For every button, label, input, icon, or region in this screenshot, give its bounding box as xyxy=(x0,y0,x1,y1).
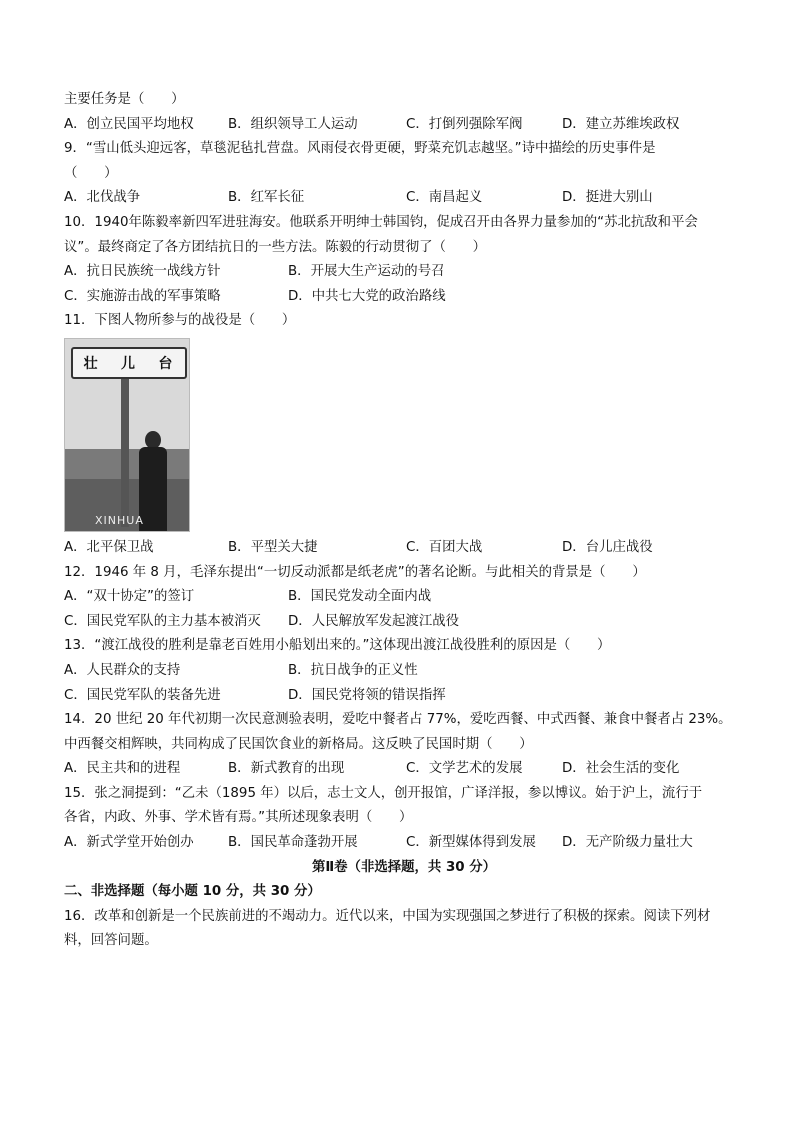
answer-option: C．打倒列强除军阀 xyxy=(406,116,523,132)
answer-option: C．国民党军队的装备先进 xyxy=(64,687,221,703)
question-text-line: 10．1940年陈毅率新四军进驻海安。他联系开明绅士韩国钧，促成召开由各界力量参加的“苏北抗敌和平会 xyxy=(64,214,698,230)
question-text-line: 12．1946 年 8 月，毛泽东提出“一切反动派都是纸老虎”的著名论断。与此相关的背景是（ ） xyxy=(64,564,646,580)
answer-option: A．“双十协定”的签订 xyxy=(64,589,195,605)
answer-option: B．抗日战争的正义性 xyxy=(288,662,418,678)
answer-option: A．民主共和的进程 xyxy=(64,761,181,777)
sign-char: 台 xyxy=(158,355,175,372)
question-text-line: 主要任务是（ ） xyxy=(64,92,185,107)
question-text-line: 13．“渡江战役的胜利是靠老百姓用小船划出来的。”这体现出渡江战役胜利的原因是（ ） xyxy=(64,638,611,654)
question-text-line: 料，回答问题。 xyxy=(64,933,158,949)
question-text-line: 议”。最终商定了各方团结抗日的一些方法。陈毅的行动贯彻了（ ） xyxy=(64,239,487,255)
answer-option: B．平型关大捷 xyxy=(228,539,318,555)
answer-option: B．开展大生产运动的号召 xyxy=(288,264,445,280)
exam-content xyxy=(64,88,744,954)
answer-options-row xyxy=(64,757,744,782)
answer-options-row xyxy=(64,684,744,709)
answer-option: A．创立民国平均地权 xyxy=(64,116,194,132)
answer-option: D．挺进大别山 xyxy=(562,190,653,206)
answer-option: D．台儿庄战役 xyxy=(562,539,653,555)
photo-watermark: XINHUA xyxy=(95,513,144,527)
answer-option: D．国民党将领的错误指挥 xyxy=(288,687,446,703)
answer-options-row xyxy=(64,285,744,310)
question-text-line: 16．改革和创新是一个民族前进的不竭动力。近代以来，中国为实现强国之梦进行了积极的探索。阅读下列材 xyxy=(64,908,711,924)
answer-options-row xyxy=(64,186,744,211)
question-text-line: 中西餐交相辉映，共同构成了民国饮食业的新格局。这反映了民国时期（ ） xyxy=(64,736,533,752)
answer-option: D．社会生活的变化 xyxy=(562,761,680,777)
answer-options-row xyxy=(64,113,744,138)
answer-option: C．文学艺术的发展 xyxy=(406,761,523,777)
section-heading: 二、非选择题（每小题 10 分，共 30 分） xyxy=(64,884,321,900)
answer-option: A．新式学堂开始创办 xyxy=(64,835,194,851)
answer-option: B．红军长征 xyxy=(228,190,305,206)
answer-option: A．人民群众的支持 xyxy=(64,662,181,678)
answer-option: D．建立苏维埃政权 xyxy=(562,116,680,132)
answer-option: C．实施游击战的军事策略 xyxy=(64,288,221,304)
answer-option: D．人民解放军发起渡江战役 xyxy=(288,613,459,629)
answer-options-row xyxy=(64,260,744,285)
answer-options-row xyxy=(64,659,744,684)
question-text-line: 15．张之洞提到：“乙未（1895 年）以后，志士文人，创开报馆，广译洋报，参以博议。始于沪上，流行于 xyxy=(64,785,703,801)
answer-options-row xyxy=(64,536,744,561)
answer-option: D．无产阶级力量壮大 xyxy=(562,835,693,851)
answer-option: C．新型媒体得到发展 xyxy=(406,835,536,851)
historical-photo xyxy=(64,338,190,532)
answer-option: B．国民党发动全面内战 xyxy=(288,589,432,605)
answer-option: B．组织领导工人运动 xyxy=(228,116,358,132)
answer-option: B．国民革命蓬勃开展 xyxy=(228,835,358,851)
answer-option: B．新式教育的出现 xyxy=(228,761,345,777)
answer-option: A．北平保卫战 xyxy=(64,539,154,555)
answer-option: C．百团大战 xyxy=(406,539,483,555)
answer-option: D．中共七大党的政治路线 xyxy=(288,288,446,304)
answer-options-row xyxy=(64,831,744,856)
answer-option: A．北伐战争 xyxy=(64,190,141,206)
question-text-line: 9．“雪山低头迎远客，草毯泥毡扎营盘。风雨侵衣骨更硬，野菜充饥志越坚。”诗中描绘的历史事件是 xyxy=(64,141,656,157)
place-sign xyxy=(71,347,187,379)
question-text-line: 各省，内政、外事、学术皆有焉。”其所述现象表明（ ） xyxy=(64,810,413,826)
section-title: 第Ⅱ卷（非选择题，共 30 分） xyxy=(311,859,497,875)
sign-char: 壮 xyxy=(83,355,100,372)
answer-option: C．南昌起义 xyxy=(406,190,483,206)
answer-option: C．国民党军队的主力基本被消灭 xyxy=(64,613,261,629)
answer-options-row xyxy=(64,585,744,610)
sign-post xyxy=(121,377,129,527)
sign-char: 儿 xyxy=(120,355,137,372)
question-text-line: 11．下图人物所参与的战役是（ ） xyxy=(64,313,296,329)
question-text-line: 14．20 世纪 20 年代初期一次民意测验表明，爱吃中餐者占 77%，爱吃西餐、中式西餐、兼食中餐者占 23%。 xyxy=(64,712,732,728)
answer-option: A．抗日民族统一战线方针 xyxy=(64,264,221,280)
question-text-line: （ ） xyxy=(64,165,118,181)
answer-options-row xyxy=(64,610,744,635)
